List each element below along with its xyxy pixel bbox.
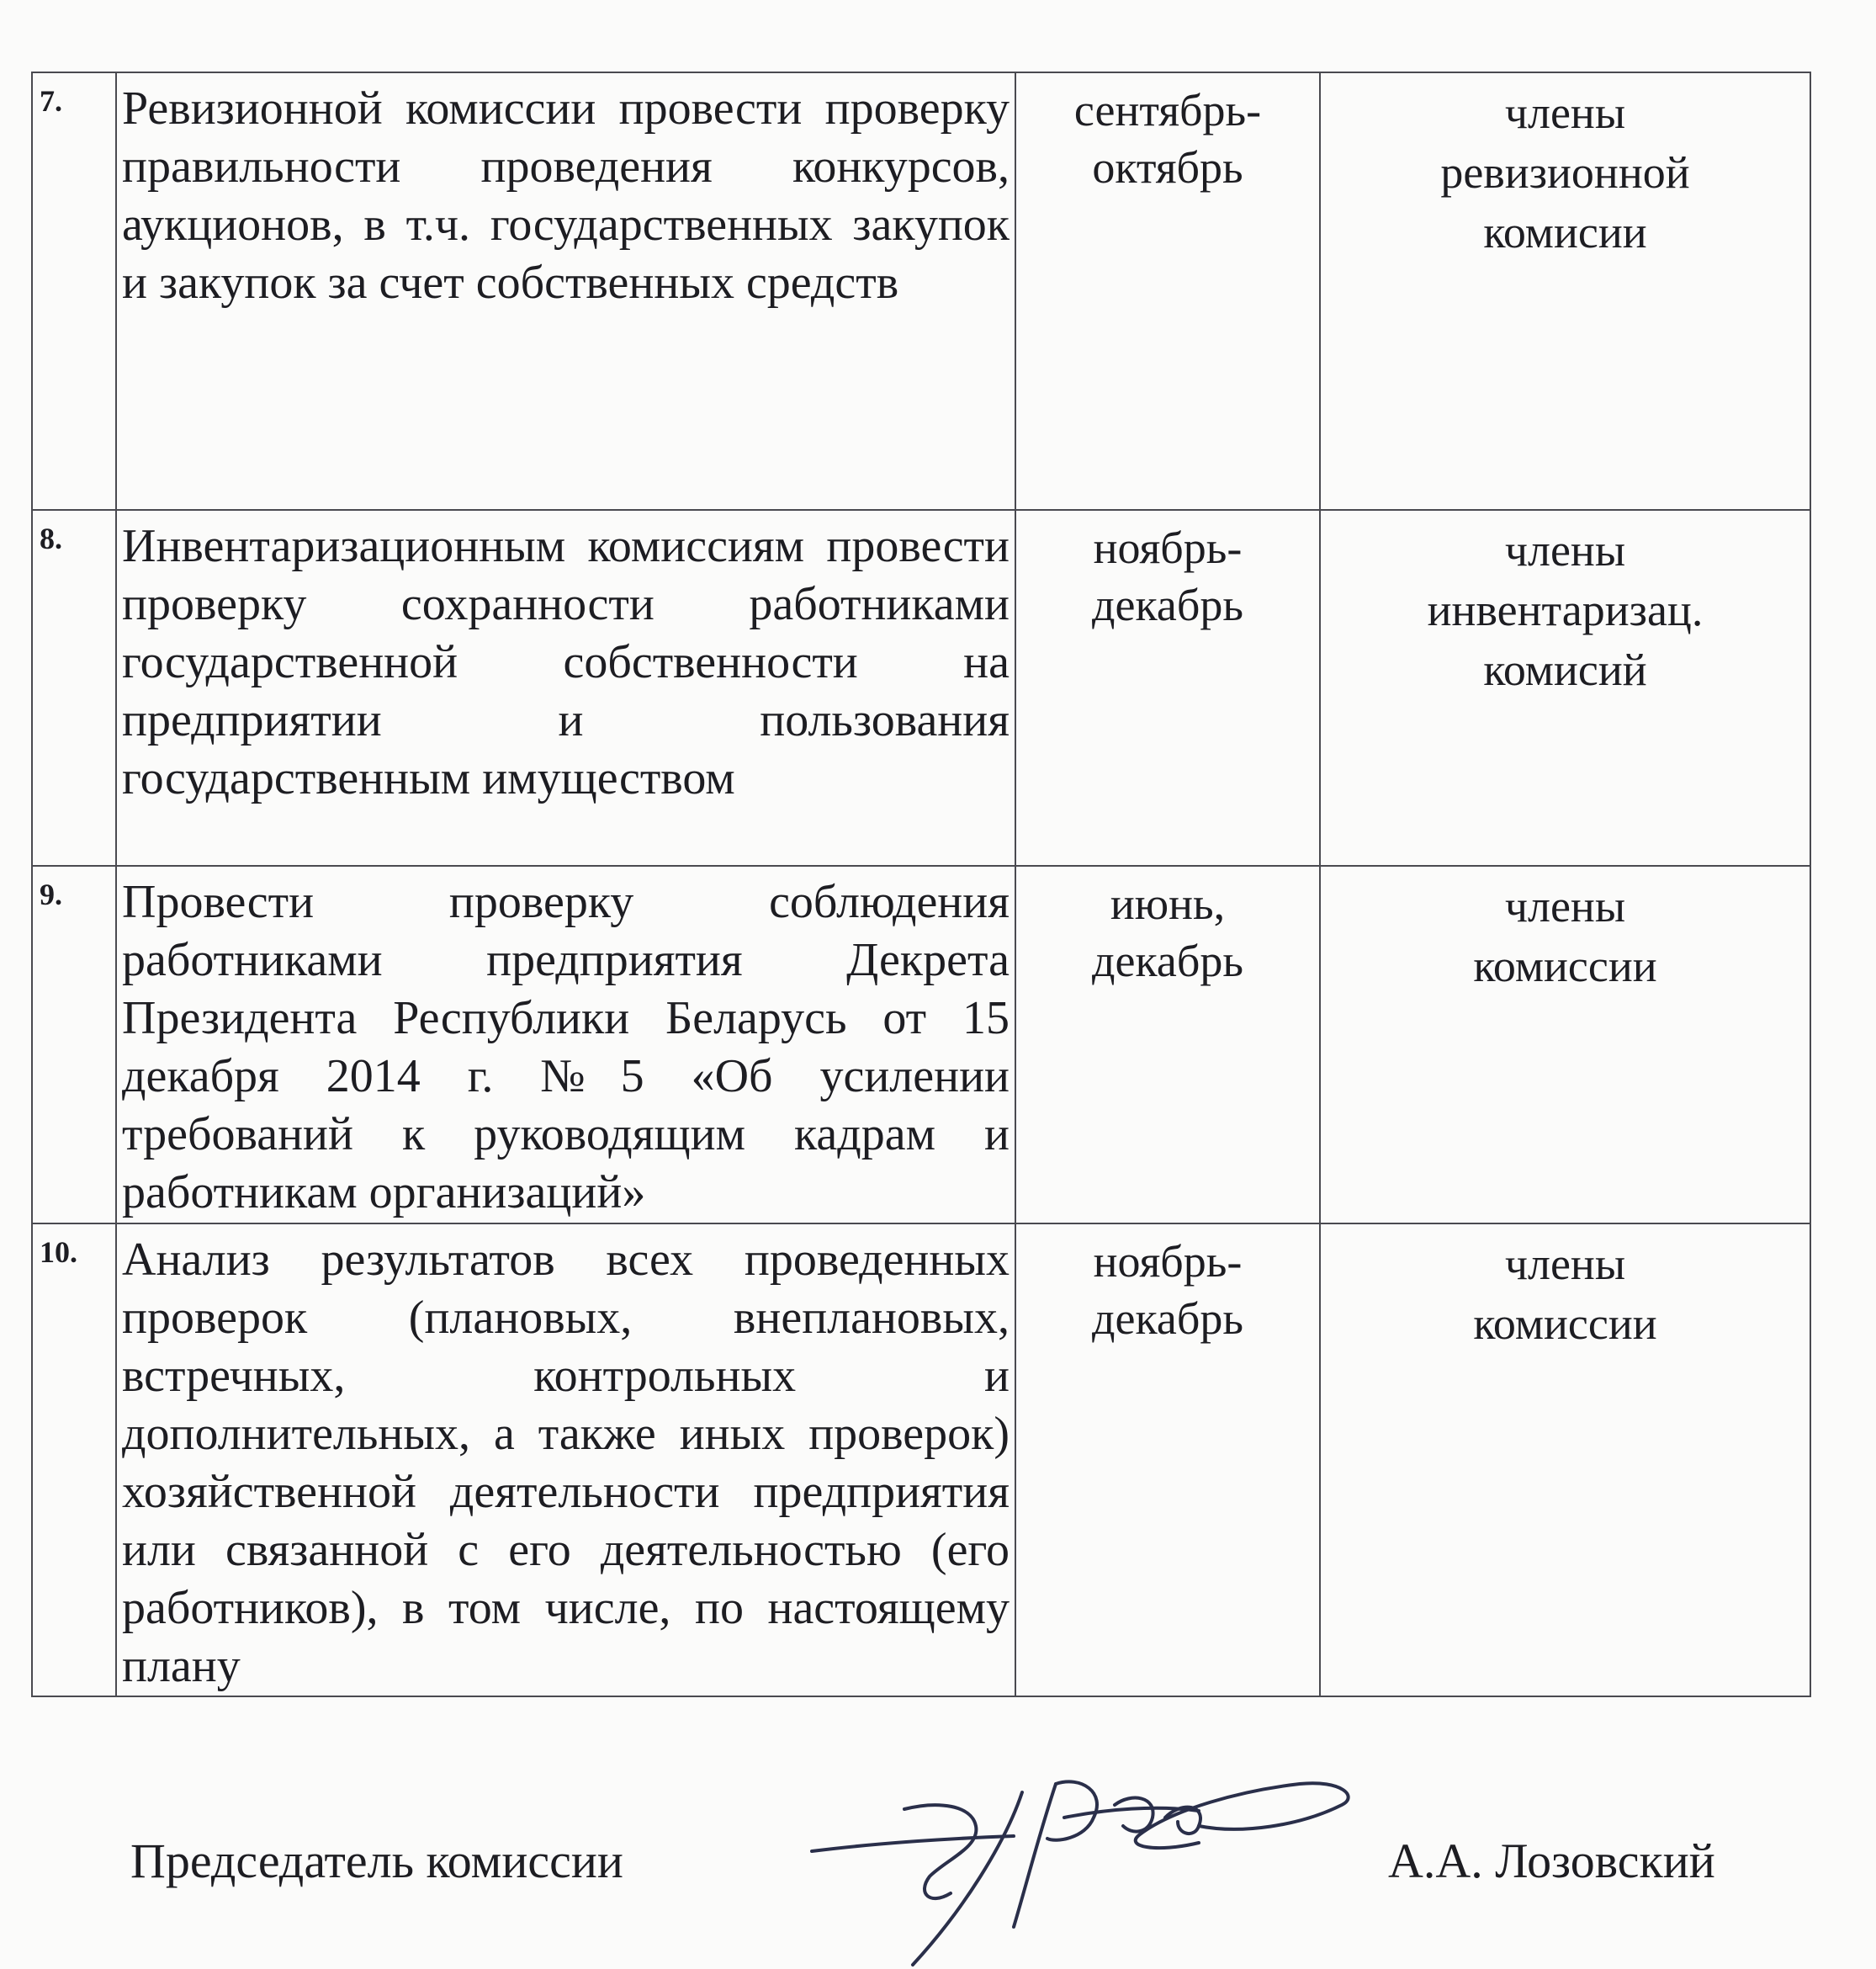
term-cell — [1015, 1223, 1320, 1696]
task-text: Провести проверку соблюдения работниками предприятия Декрета Президента Республики Беларусь от 15 декабря 2014 г. №5 «Об усилении требований к руководящим кадрам и работникам организаций» — [122, 876, 1010, 1218]
term-text: ноябрь- декабрь — [1092, 1236, 1243, 1344]
task-cell — [116, 1223, 1015, 1696]
term-text: сентябрь- октябрь — [1073, 85, 1262, 193]
term-cell — [1015, 72, 1320, 510]
task-cell — [116, 72, 1015, 510]
chair-name: А.А. Лозовский — [1388, 1834, 1715, 1888]
table-row — [32, 72, 1810, 510]
responsible-text: члены ревизионной комисии — [1440, 88, 1690, 257]
responsible-cell — [1320, 510, 1810, 866]
row-number: 8. — [32, 510, 116, 866]
responsible-text: члены инвентаризац. комисий — [1427, 525, 1704, 695]
task-text: Анализ результатов всех проведенных проверок (плановых, внеплановых, встречных, контрольных и дополнительных, а также иных проверок) хозяйственной деятельности предприятия или связанной с его деятельностью (его работников), в том числе, по настоящему плану — [122, 1234, 1010, 1692]
term-text: июнь, декабрь — [1092, 878, 1243, 986]
term-text: ноябрь- декабрь — [1092, 523, 1243, 630]
task-text: Инвентаризационным комиссиям провести проверку сохранности работниками государственной собственности на предприятии и пользования государственным имуществом — [122, 520, 1010, 804]
table-row — [32, 1223, 1810, 1696]
task-cell — [116, 510, 1015, 866]
row-number: 9. — [32, 866, 116, 1223]
term-cell — [1015, 866, 1320, 1223]
responsible-text: члены комиссии — [1473, 881, 1657, 991]
chair-label: Председатель комиссии — [130, 1834, 623, 1888]
responsible-cell — [1320, 866, 1810, 1223]
responsible-cell — [1320, 1223, 1810, 1696]
row-number: 7. — [32, 72, 116, 510]
responsible-text: члены комиссии — [1473, 1239, 1657, 1349]
table-row — [32, 510, 1810, 866]
handwritten-signature — [803, 1759, 1359, 1969]
responsible-cell — [1320, 72, 1810, 510]
table-row — [32, 866, 1810, 1223]
task-cell — [116, 866, 1015, 1223]
term-cell — [1015, 510, 1320, 866]
plan-table — [31, 72, 1811, 1697]
task-text: Ревизионной комиссии провести проверку правильности проведения конкурсов, аукционов, в т.ч. государственных закупок и закупок за счет собственных средств — [122, 82, 1010, 309]
row-number: 10. — [32, 1223, 116, 1696]
